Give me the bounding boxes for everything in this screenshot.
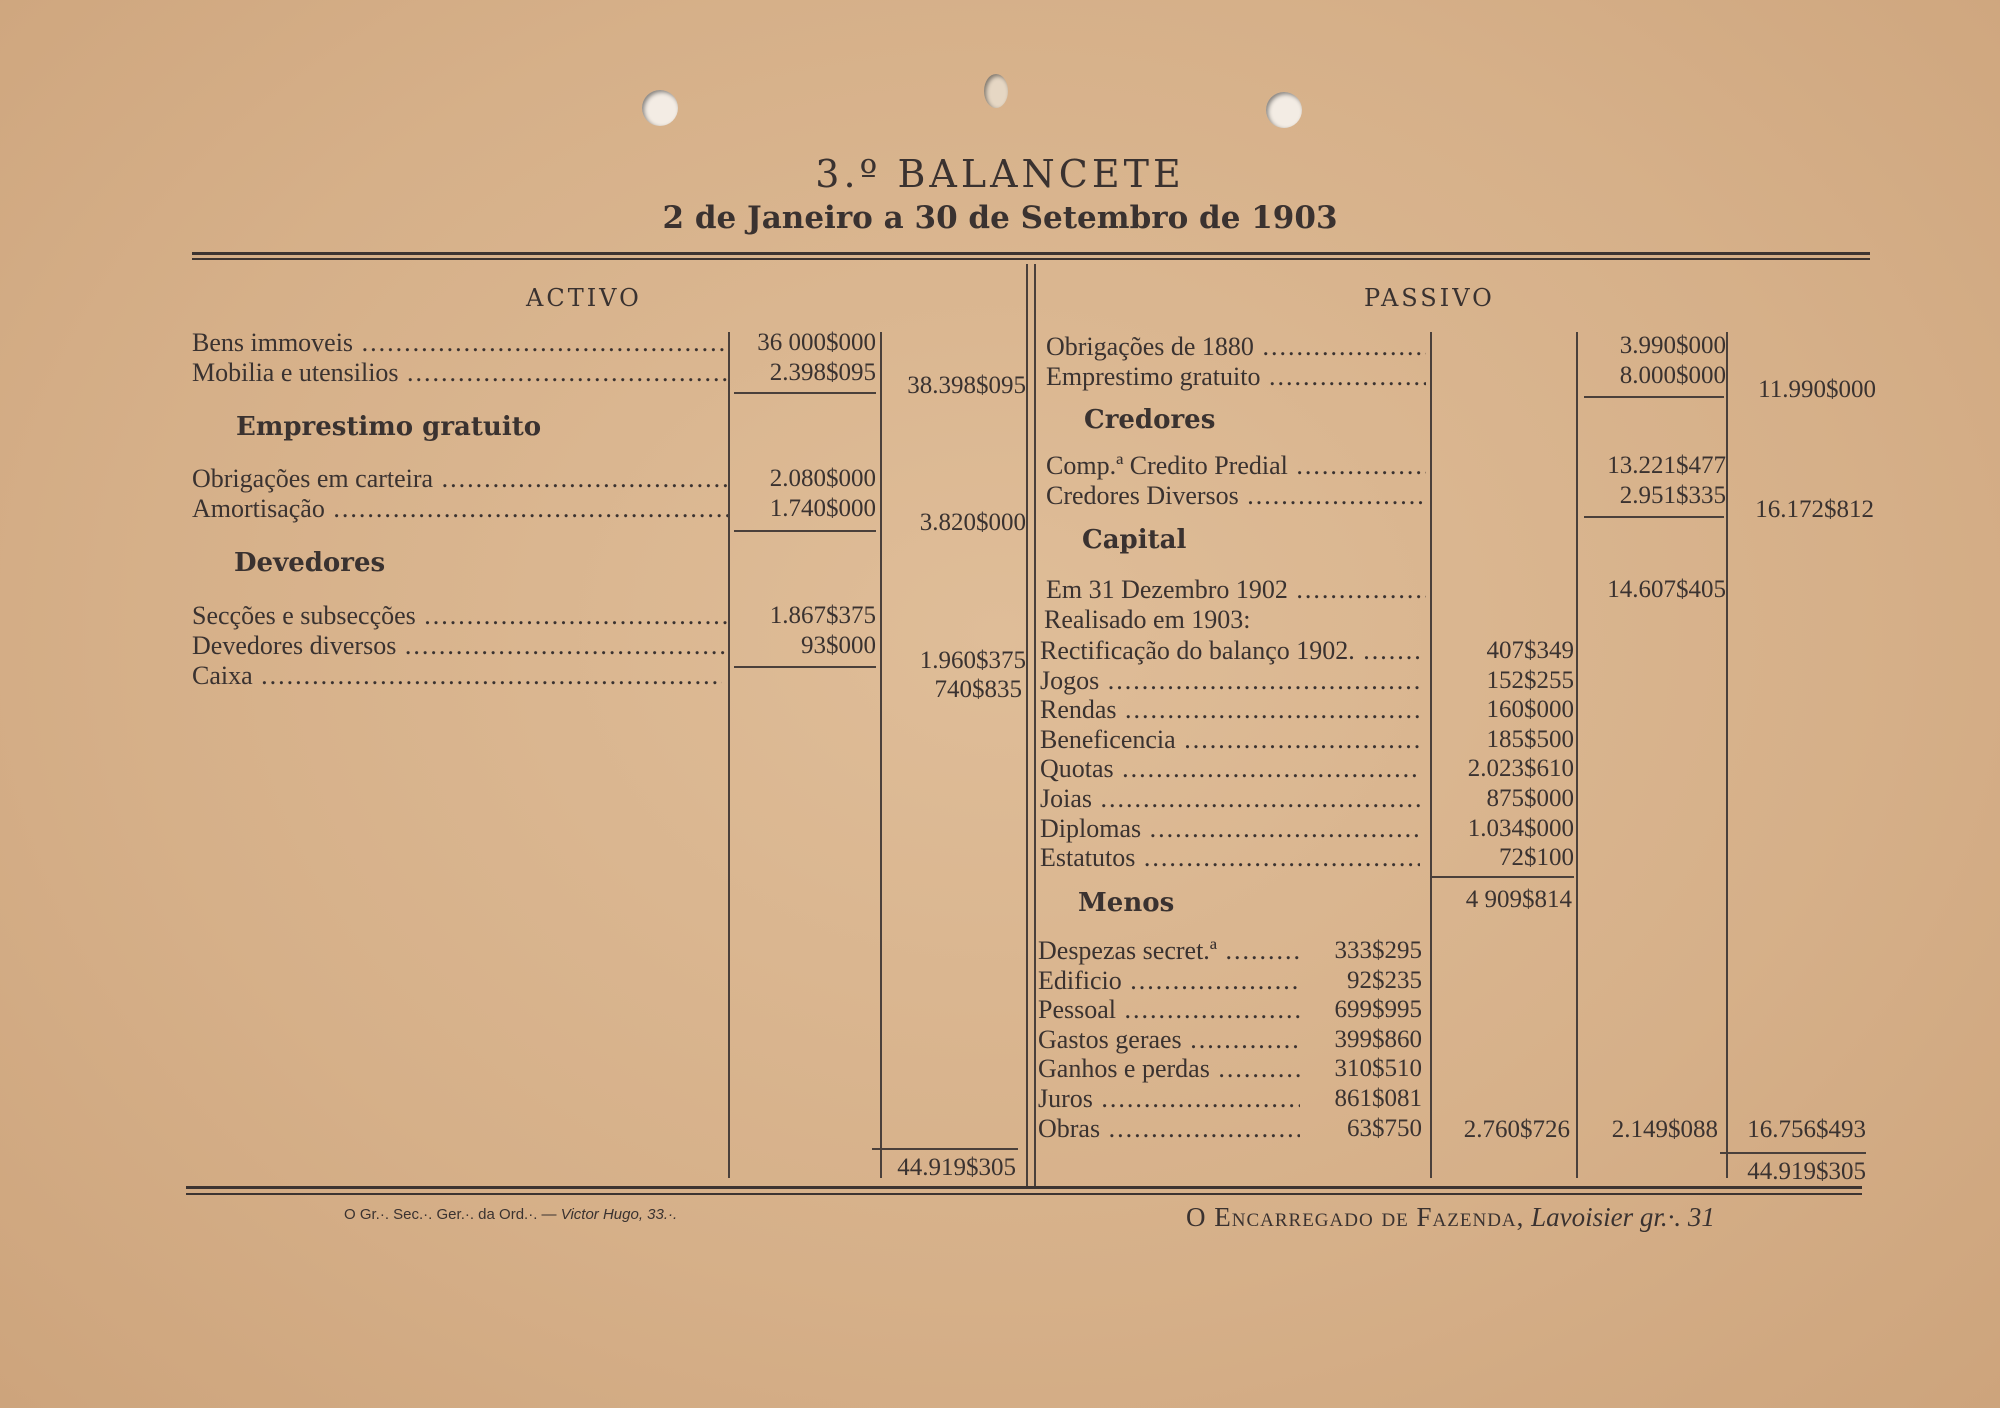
passivo-income-rule: [1432, 876, 1574, 878]
expense-label: Edificio .....: [1038, 966, 1300, 996]
passivo-expense-row: [1038, 1054, 1422, 1084]
income-label: Joias .....: [1040, 784, 1420, 814]
income-value: 2.023$610: [1467, 755, 1574, 783]
income-value: 185$500: [1486, 725, 1574, 753]
income-value: 407$349: [1486, 637, 1574, 664]
passivo-expense-row: [1038, 1025, 1422, 1055]
passivo-credores-heading: Credores: [1084, 405, 1216, 435]
passivo-emprestimo-value: 8.000$000: [1619, 362, 1726, 389]
expense-value: 399$860: [1334, 1025, 1422, 1053]
passivo-group1-total: 11.990$000: [1758, 376, 1876, 403]
expense-value: 333$295: [1334, 937, 1422, 964]
passivo-heading: PASSIVO: [1364, 284, 1495, 312]
activo-total-rule: [872, 1148, 1018, 1150]
passivo-income-row: [1040, 784, 1578, 814]
top-rule-2: [192, 258, 1870, 260]
document-title: 3.º BALANCETE: [815, 152, 1185, 196]
activo-row: Secções e subsecções ..... 1.867$375: [192, 601, 880, 631]
income-label: Jogos .....: [1040, 666, 1420, 696]
document-subtitle: 2 de Janeiro a 30 de Setembro de 1903: [662, 200, 1338, 236]
passivo-total-rule: [1720, 1152, 1866, 1154]
passivo-income-row: [1040, 666, 1578, 696]
expense-value: 92$235: [1347, 966, 1422, 994]
passivo-row: Credores Diversos .....: [1046, 481, 1430, 511]
passivo-income-row: [1040, 814, 1578, 844]
punch-hole-left: [642, 90, 678, 126]
passivo-em31-value: 14.607$405: [1607, 576, 1726, 603]
activo-subtotal-rule: [734, 666, 876, 668]
income-label: Beneficencia .....: [1040, 725, 1420, 755]
passivo-row: Em 31 Dezembro 1902 .....: [1046, 575, 1430, 605]
income-value: 160$000: [1486, 696, 1574, 724]
expense-label: Obras .....: [1038, 1114, 1300, 1144]
passivo-income-row: [1040, 754, 1578, 784]
passivo-income-row: [1040, 636, 1578, 666]
income-label: Quotas .....: [1040, 754, 1420, 784]
activo-row: Amortisação ..... 1.740$000: [192, 494, 880, 524]
passivo-realisado: Realisado em 1903:: [1044, 605, 1251, 634]
activo-row: Devedores diversos ..... 93$000: [192, 631, 880, 661]
expense-value: 63$750: [1347, 1114, 1422, 1142]
income-label: Rectificação do balanço 1902. .....: [1040, 636, 1420, 666]
activo-subtotal-rule: [734, 530, 876, 532]
passivo-comp-value: 13.221$477: [1607, 452, 1726, 479]
activo-grand-total: 44.919$305: [897, 1154, 1016, 1181]
passivo-capital-heading: Capital: [1082, 525, 1187, 555]
expense-label: Pessoal .....: [1038, 995, 1300, 1025]
passivo-subtotal-rule: [1584, 396, 1724, 398]
activo-caixa-value: 740$835: [934, 676, 1022, 703]
passivo-grand-total: 44.919$305: [1747, 1158, 1866, 1185]
activo-row: Mobilia e utensilios ..... 2.398$095: [192, 358, 880, 388]
passivo-capital-total: 16.756$493: [1747, 1116, 1866, 1143]
passivo-income-row: [1040, 725, 1578, 755]
passivo-income-row: [1040, 843, 1578, 873]
expense-value: 310$510: [1334, 1055, 1422, 1083]
activo-subtotal-rule: [734, 392, 876, 394]
income-label: Diplomas .....: [1040, 814, 1420, 844]
expense-value: 861$081: [1334, 1085, 1422, 1112]
footer-left: O Gr.·. Sec.·. Ger.·. da Ord.·. — Victor Hugo, 33.·.: [344, 1206, 678, 1223]
activo-col-line-2: [880, 332, 882, 1178]
activo-group1-total: 38.398$095: [907, 372, 1026, 399]
expense-label: Juros .....: [1038, 1084, 1300, 1114]
passivo-income-row: [1040, 695, 1578, 725]
passivo-row: Comp.ª Credito Predial .....: [1046, 451, 1430, 481]
passivo-subtotal-rule: [1584, 516, 1724, 518]
activo-group3-heading: Devedores: [234, 548, 386, 578]
passivo-income-total: 4 909$814: [1465, 886, 1572, 913]
activo-row: Caixa .....: [192, 661, 728, 691]
passivo-menos-heading: Menos: [1078, 888, 1175, 918]
passivo-expense-row: [1038, 966, 1422, 996]
passivo-net-income: 2.149$088: [1611, 1116, 1718, 1143]
passivo-expense-row: [1038, 1084, 1422, 1114]
activo-row: Bens immoveis ..... 36 000$000: [192, 328, 880, 358]
income-value: 72$100: [1499, 844, 1574, 872]
income-label: Rendas .....: [1040, 695, 1420, 725]
passivo-expense-row: [1038, 1114, 1422, 1144]
bottom-rule-2: [186, 1193, 1862, 1195]
top-rule: [192, 252, 1870, 255]
passivo-expense-row: [1038, 936, 1422, 966]
activo-group3-total: 1.960$375: [919, 647, 1026, 674]
activo-group2-total: 3.820$000: [919, 509, 1026, 536]
punch-hole-right: [1266, 92, 1302, 128]
income-label: Estatutos .....: [1040, 843, 1420, 873]
income-value: 1.034$000: [1467, 814, 1574, 842]
passivo-credores-total: 16.172$812: [1755, 496, 1874, 523]
activo-heading: ACTIVO: [526, 284, 642, 312]
income-value: 152$255: [1486, 666, 1574, 694]
activo-group2-heading: Emprestimo gratuito: [236, 412, 542, 442]
passivo-col-line-3: [1726, 332, 1728, 1178]
center-divider: [1026, 264, 1028, 1186]
passivo-expenses-total: 2.760$726: [1463, 1116, 1570, 1143]
expense-label: Despezas secret.ª .....: [1038, 936, 1300, 966]
passivo-cred-div-value: 2.951$335: [1619, 482, 1726, 509]
expense-label: Ganhos e perdas .....: [1038, 1054, 1300, 1084]
activo-row: Obrigações em carteira ..... 2.080$000: [192, 464, 880, 494]
income-value: 875$000: [1486, 785, 1574, 812]
expense-label: Gastos geraes .....: [1038, 1025, 1300, 1055]
passivo-expense-row: [1038, 995, 1422, 1025]
punch-hole-center: [984, 74, 1008, 108]
expense-value: 699$995: [1334, 996, 1422, 1024]
passivo-obrigacoes-value: 3.990$000: [1619, 332, 1726, 359]
center-divider-2: [1034, 264, 1036, 1186]
passivo-row: Emprestimo gratuito .....: [1046, 362, 1430, 392]
footer-right: O Encarregado de Fazenda, Lavoisier gr.·. 31: [1186, 1202, 1715, 1232]
activo-col-line-1: [728, 332, 730, 1178]
bottom-rule: [186, 1186, 1862, 1189]
passivo-row: Obrigações de 1880 .....: [1046, 332, 1430, 362]
